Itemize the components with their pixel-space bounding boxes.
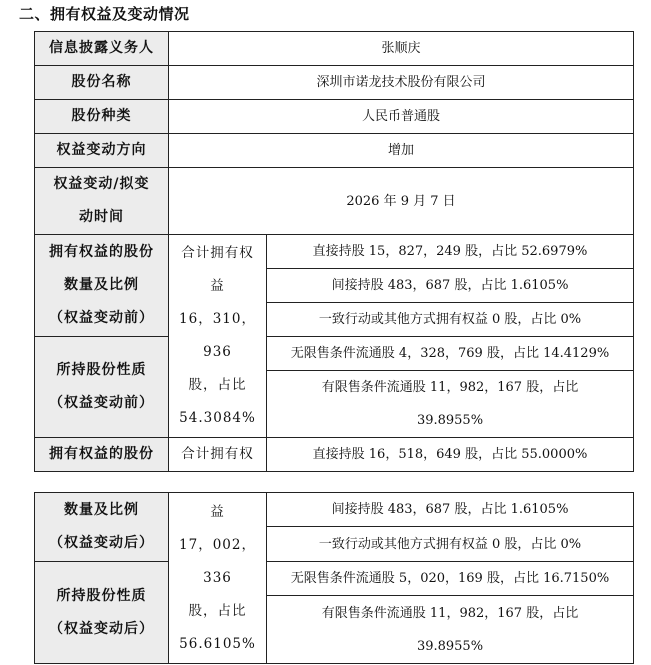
holding-after-label: 数量及比例 （权益变动后） — [35, 493, 169, 562]
row-label: 权益变动方向 — [35, 134, 169, 168]
total-after-cell: 益 17，002，336 股，占比 56.6105% — [169, 493, 267, 664]
nature-after-label: 所持股份性质 （权益变动后） — [35, 562, 169, 664]
nature-item: 有限售条件流通股 11，982，167 股，占比 39.8955% — [267, 596, 634, 664]
table-row — [35, 562, 634, 596]
table-row — [35, 32, 634, 66]
table-row — [35, 134, 634, 168]
holding-item: 间接持股 483，687 股，占比 1.6105% — [267, 269, 634, 303]
change-time-label: 权益变动/拟变 动时间 — [35, 168, 169, 235]
equity-table-part1 — [34, 31, 634, 472]
holding-item: 直接持股 15，827，249 股，占比 52.6979% — [267, 235, 634, 269]
holding-after-label: 拥有权益的股份 — [35, 438, 169, 472]
total-before-cell: 合计拥有权 益 16，310，936 股，占比 54.3084% — [169, 235, 267, 438]
holding-before-label: 拥有权益的股份 数量及比例 （权益变动前） — [35, 235, 169, 337]
table-row — [35, 337, 634, 371]
row-label: 信息披露义务人 — [35, 32, 169, 66]
row-label: 股份名称 — [35, 66, 169, 100]
section-title: 二、拥有权益及变动情况 — [19, 5, 190, 23]
change-time-value: 2026 年 9 月 7 日 — [169, 168, 634, 235]
table-row — [35, 66, 634, 100]
table-row — [35, 438, 634, 472]
table-row — [35, 100, 634, 134]
table-row — [35, 493, 634, 527]
table-row — [35, 235, 634, 269]
row-value: 增加 — [169, 134, 634, 168]
holding-item: 一致行动或其他方式拥有权益 0 股，占比 0% — [267, 303, 634, 337]
nature-item: 无限售条件流通股 4，328，769 股，占比 14.4129% — [267, 337, 634, 371]
row-value: 人民币普通股 — [169, 100, 634, 134]
equity-table-part2 — [34, 492, 634, 664]
row-label: 股份种类 — [35, 100, 169, 134]
total-after-cell: 合计拥有权 — [169, 438, 267, 472]
holding-item: 一致行动或其他方式拥有权益 0 股，占比 0% — [267, 527, 634, 562]
nature-item: 有限售条件流通股 11，982，167 股，占比 39.8955% — [267, 371, 634, 438]
row-value: 深圳市诺龙技术股份有限公司 — [169, 66, 634, 100]
holding-item: 直接持股 16，518，649 股，占比 55.0000% — [267, 438, 634, 472]
holding-item: 间接持股 483，687 股，占比 1.6105% — [267, 493, 634, 527]
nature-before-label: 所持股份性质 （权益变动前） — [35, 337, 169, 438]
nature-item: 无限售条件流通股 5，020，169 股，占比 16.7150% — [267, 562, 634, 596]
table-row — [35, 168, 634, 235]
row-value: 张顺庆 — [169, 32, 634, 66]
